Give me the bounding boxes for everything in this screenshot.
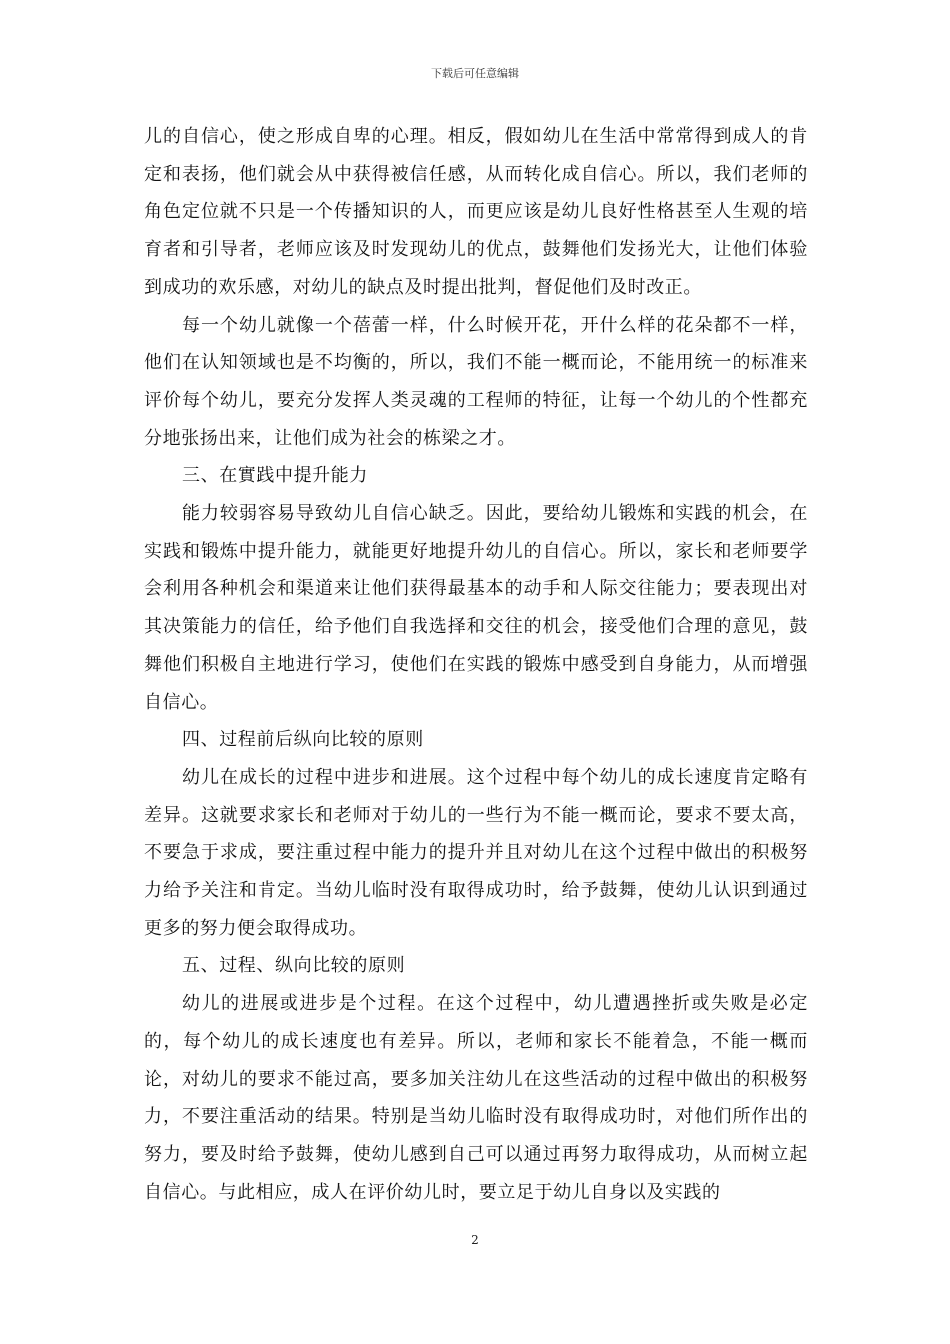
document-body — [144, 118, 808, 1211]
section-heading: 四、过程前后纵向比较的原则 — [182, 729, 424, 751]
paragraph: 幼儿的进展或进步是个过程。在这个过程中，幼儿遭遇挫折或失败是必定的，每个幼儿的成长速度也有差异。所以，老师和家长不能着急，不能一概而论，对幼儿的要求不能过高，要多加关注幼儿在这些活动的过程中做出的积极努力，不要注重活动的结果。特别是当幼儿临时没有取得成功时，对他们所作出的努力，要及时给予鼓舞，使幼儿感到自己可以通过再努力取得成功，从而树立起自信心。与此相应，成人在评价幼儿时，要立足于幼儿自身以及实践的 — [144, 993, 808, 1203]
section-heading: 三、在實践中提升能力 — [182, 465, 368, 487]
page-header: 下载后可任意编辑 — [431, 67, 519, 80]
page-number: 2 — [471, 1233, 479, 1247]
paragraph: 幼儿在成长的过程中进步和进展。这个过程中每个幼儿的成长速度肯定略有差异。这就要求家长和老师对于幼儿的一些行为不能一概而论，要求不要太高，不要急于求成，要注重过程中能力的提升并且对幼儿在这个过程中做出的积极努力给予关注和肯定。当幼儿临时没有取得成功时，给予鼓舞，使幼儿认识到通过更多的努力便会取得成功。 — [144, 766, 808, 939]
section-heading: 五、过程、纵向比较的原则 — [182, 955, 406, 977]
paragraph: 每一个幼儿就像一个蓓蕾一样，什么时候开花，开什么样的花朵都不一样，他们在认知领域也是不均衡的，所以，我们不能一概而论，不能用统一的标准来评价每个幼儿，要充分发挥人类灵魂的工程师的特征，让每一个幼儿的个性都充分地张扬出来，让他们成为社会的栋梁之才。 — [144, 314, 808, 449]
paragraph-continuation: 儿的自信心，使之形成自卑的心理。相反，假如幼儿在生活中常常得到成人的肯定和表扬，他们就会从中获得被信任感，从而转化成自信心。所以，我们老师的角色定位就不只是一个传播知识的人，而更应该是幼儿良好性格甚至人生观的培育者和引导者，老师应该及时发现幼儿的优点，鼓舞他们发扬光大，让他们体验到成功的欢乐感，对幼儿的缺点及时提出批判，督促他们及时改正。 — [144, 126, 808, 298]
paragraph: 能力较弱容易导致幼儿自信心缺乏。因此，要给幼儿锻炼和实践的机会，在实践和锻炼中提升能力，就能更好地提升幼儿的自信心。所以，家长和老师要学会利用各种机会和渠道来让他们获得最基本的动手和人际交往能力；要表现出对其决策能力的信任，给予他们自我选择和交往的机会，接受他们合理的意见，鼓舞他们积极自主地进行学习，使他们在实践的锻炼中感受到自身能力，从而增强自信心。 — [144, 503, 808, 713]
